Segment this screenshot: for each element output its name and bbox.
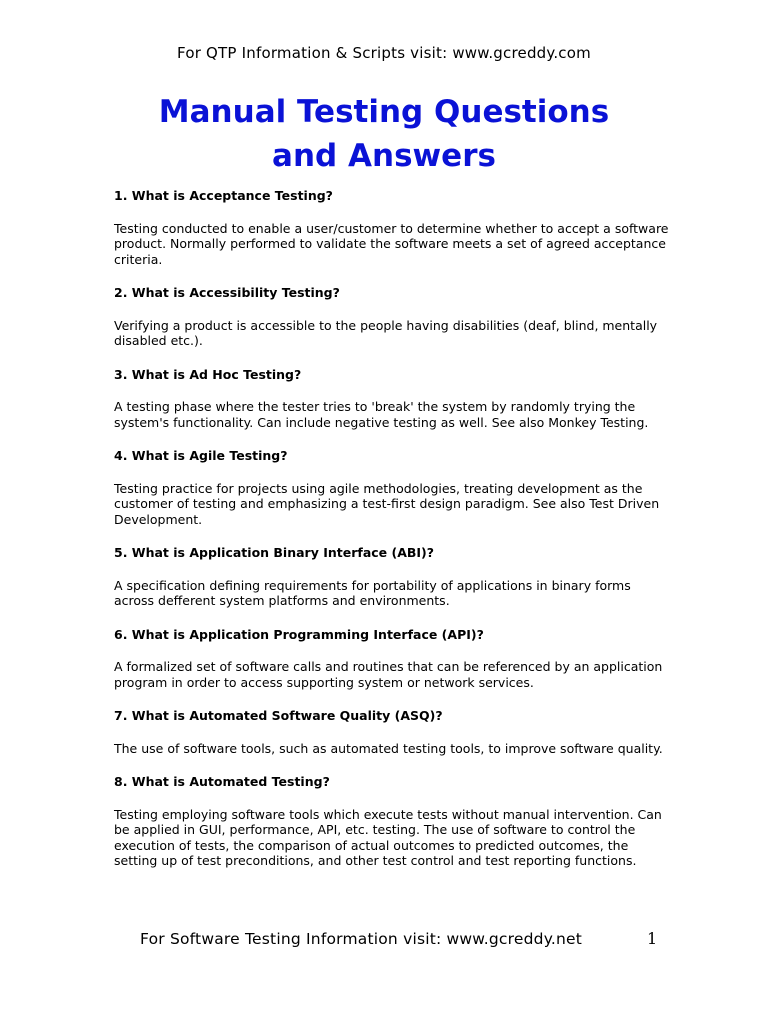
page-footer: For Software Testing Information visit: www.gcreddy.net [140,930,583,948]
question: 1. What is Acceptance Testing? [114,188,333,203]
question: 4. What is Agile Testing? [114,448,288,463]
answer: Verifying a product is accessible to the people having disabilities (deaf, blind, mentally disabled etc.). [114,317,658,348]
answer: The use of software tools, such as automated testing tools, to improve software quality. [114,740,663,756]
page-number: 1 [647,929,658,948]
question: 7. What is Automated Software Quality (ASQ)? [114,708,443,723]
qa-item-5 [114,545,674,609]
qa-item-4 [114,448,674,527]
answer: A specification defining requirements for portability of applications in binary forms across defferent system platforms and environments. [114,577,631,608]
question: 3. What is Ad Hoc Testing? [114,366,302,382]
page-header: For QTP Information & Scripts visit: www.gcreddy.com [177,44,591,62]
answer: A formalized set of software calls and routines that can be referenced by an application program in order to access supporting system or network services. [114,659,663,690]
qa-list [114,188,674,887]
title-line-2: and Answers [272,138,496,174]
question: 6. What is Application Programming Interface (API)? [114,626,484,642]
answer: Testing conducted to enable a user/customer to determine whether to accept a software product. Normally performed to validate the software meets a set of agreed acceptance criteria. [114,220,669,267]
qa-item-3 [114,367,674,431]
question: 8. What is Automated Testing? [114,774,330,789]
answer: Testing employing software tools which execute tests without manual intervention. Can be applied in GUI, performance, API, etc. testing. The use of software to control the execution of tests, the comparison of actual outcomes to predicted outcomes, the setting up of test preconditions, and other test control and test reporting functions. [114,806,662,868]
document-title [0,90,768,178]
question: 2. What is Accessibility Testing? [114,285,340,300]
question: 5. What is Application Binary Interface (ABI)? [114,545,435,560]
answer: A testing phase where the tester tries to 'break' the system by randomly trying the system's functionality. Can include negative testing as well. See also Monkey Testing. [114,399,649,430]
title-line-1: Manual Testing Questions [158,94,610,130]
qa-item-1 [114,188,674,267]
answer: Testing practice for projects using agile methodologies, treating development as the customer of testing and emphasizing a test-first design paradigm. See also Test Driven Development. [114,480,660,527]
qa-item-7 [114,708,674,756]
qa-item-2 [114,285,674,349]
qa-item-6 [114,627,674,691]
qa-item-8 [114,774,674,869]
